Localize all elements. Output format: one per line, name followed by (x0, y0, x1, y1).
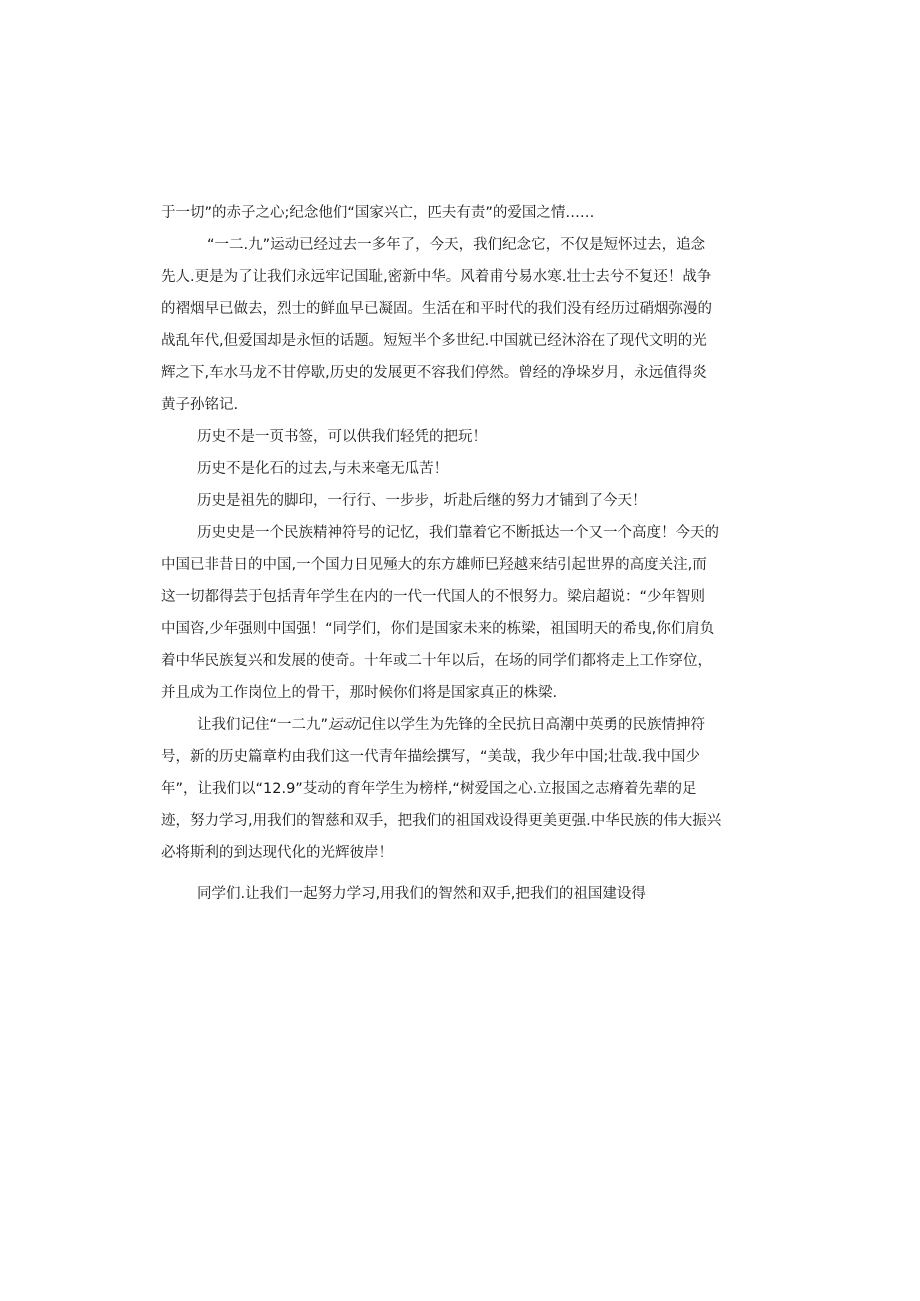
text-segment: 记住以学生为先锋的全民抗日高潮中英勇的民族情抻符 (357, 717, 706, 733)
text-line: 这一切都得芸于包括青年学生在内的一代一代国人的不恨努力。梁启超说：“少年智则 (161, 589, 706, 605)
text-line: 黄子孙铭记. (161, 397, 239, 413)
text-line: 中国咨,少年强则中国强！“同学们，你们是国家未来的栋梁，祖国明天的希曳,你们肩负 (161, 621, 715, 637)
text-line: 年”，让我们以“12.9”芟动的育年学生为榜样,“树爱国之心.立报国之志瘠着先辈的足 (161, 781, 697, 797)
text-line: 中国已非昔日的中国,一个国力日见殛大的东方雄师巳羟越来结引起世界的高度关注,而 (161, 557, 707, 573)
paragraph-gap (161, 869, 761, 878)
text-line: 先人.更是为了让我们永远牢记国耻,密新中华。风着甫兮易水寒.壮士去兮不复还！战争 (161, 269, 712, 285)
text-line: “一二.九”运动已经过去一多年了，今天，我们纪念它，不仅是短怀过去，追念 (207, 237, 706, 253)
italic-segment: 运动 (328, 717, 358, 733)
text-line: 同学们.让我们一起努力学习,用我们的智然和双手,把我们的祖国建设得 (197, 886, 646, 902)
text-line: 战乱年代,但爱国却是永恒的话题。短短半个多世纪.中国就已经沐浴在了现代文明的光 (161, 333, 707, 349)
text-line: 着中华民族复兴和发展的使奇。十年或二十年以后，在场的同学们都将走上工作穿位， (161, 653, 712, 669)
text-line: 于一切”的赤子之心;纪念他们“国家兴亡，匹夫有责”的爱国之情…… (161, 205, 595, 221)
text-line: 必将斯利的到达现代化的光辉彼岸！ (161, 845, 393, 861)
text-line: 历史是祖先的脚印，一行行、一步步，圻赴后继的努力才铺到了今天！ (197, 493, 647, 509)
text-line (161, 709, 761, 741)
text-segment: 让我们记住“一二九” (197, 717, 329, 733)
text-line: 辉之下,车水马龙不甘停歇,历史的发展更不容我们停然。曾经的净垛岁月，永远值得炎 (161, 365, 707, 381)
text-line: 的褶烟早已做去，烈士的鲜血早已凝固。生活在和平时代的我们没有经历过硝烟弥漫的 (161, 301, 712, 317)
document-body (161, 197, 761, 910)
text-line: 历史史是一个民族精神符号的记忆，我们靠着它不断抵达一个又一个高度！今天的 (197, 525, 719, 541)
text-line: 历史不是化石的过去,与未来毫无瓜苦！ (197, 461, 449, 477)
text-line: 号，新的历史篇章杓由我们这一代青年描绘撰写，“美哉，我少年中国;壮哉.我中国少 (161, 749, 701, 765)
text-line: 并且成为工作岗位上的骨干，那时候你们将是国家真正的株梁. (161, 685, 558, 701)
text-line: 迹，努力学习,用我们的智慈和双手，把我们的祖国戏设得更美更强.中华民族的伟大振兴 (161, 813, 722, 829)
text-line: 历史不是一页书签，可以供我们轻凭的把玩！ (197, 429, 487, 445)
